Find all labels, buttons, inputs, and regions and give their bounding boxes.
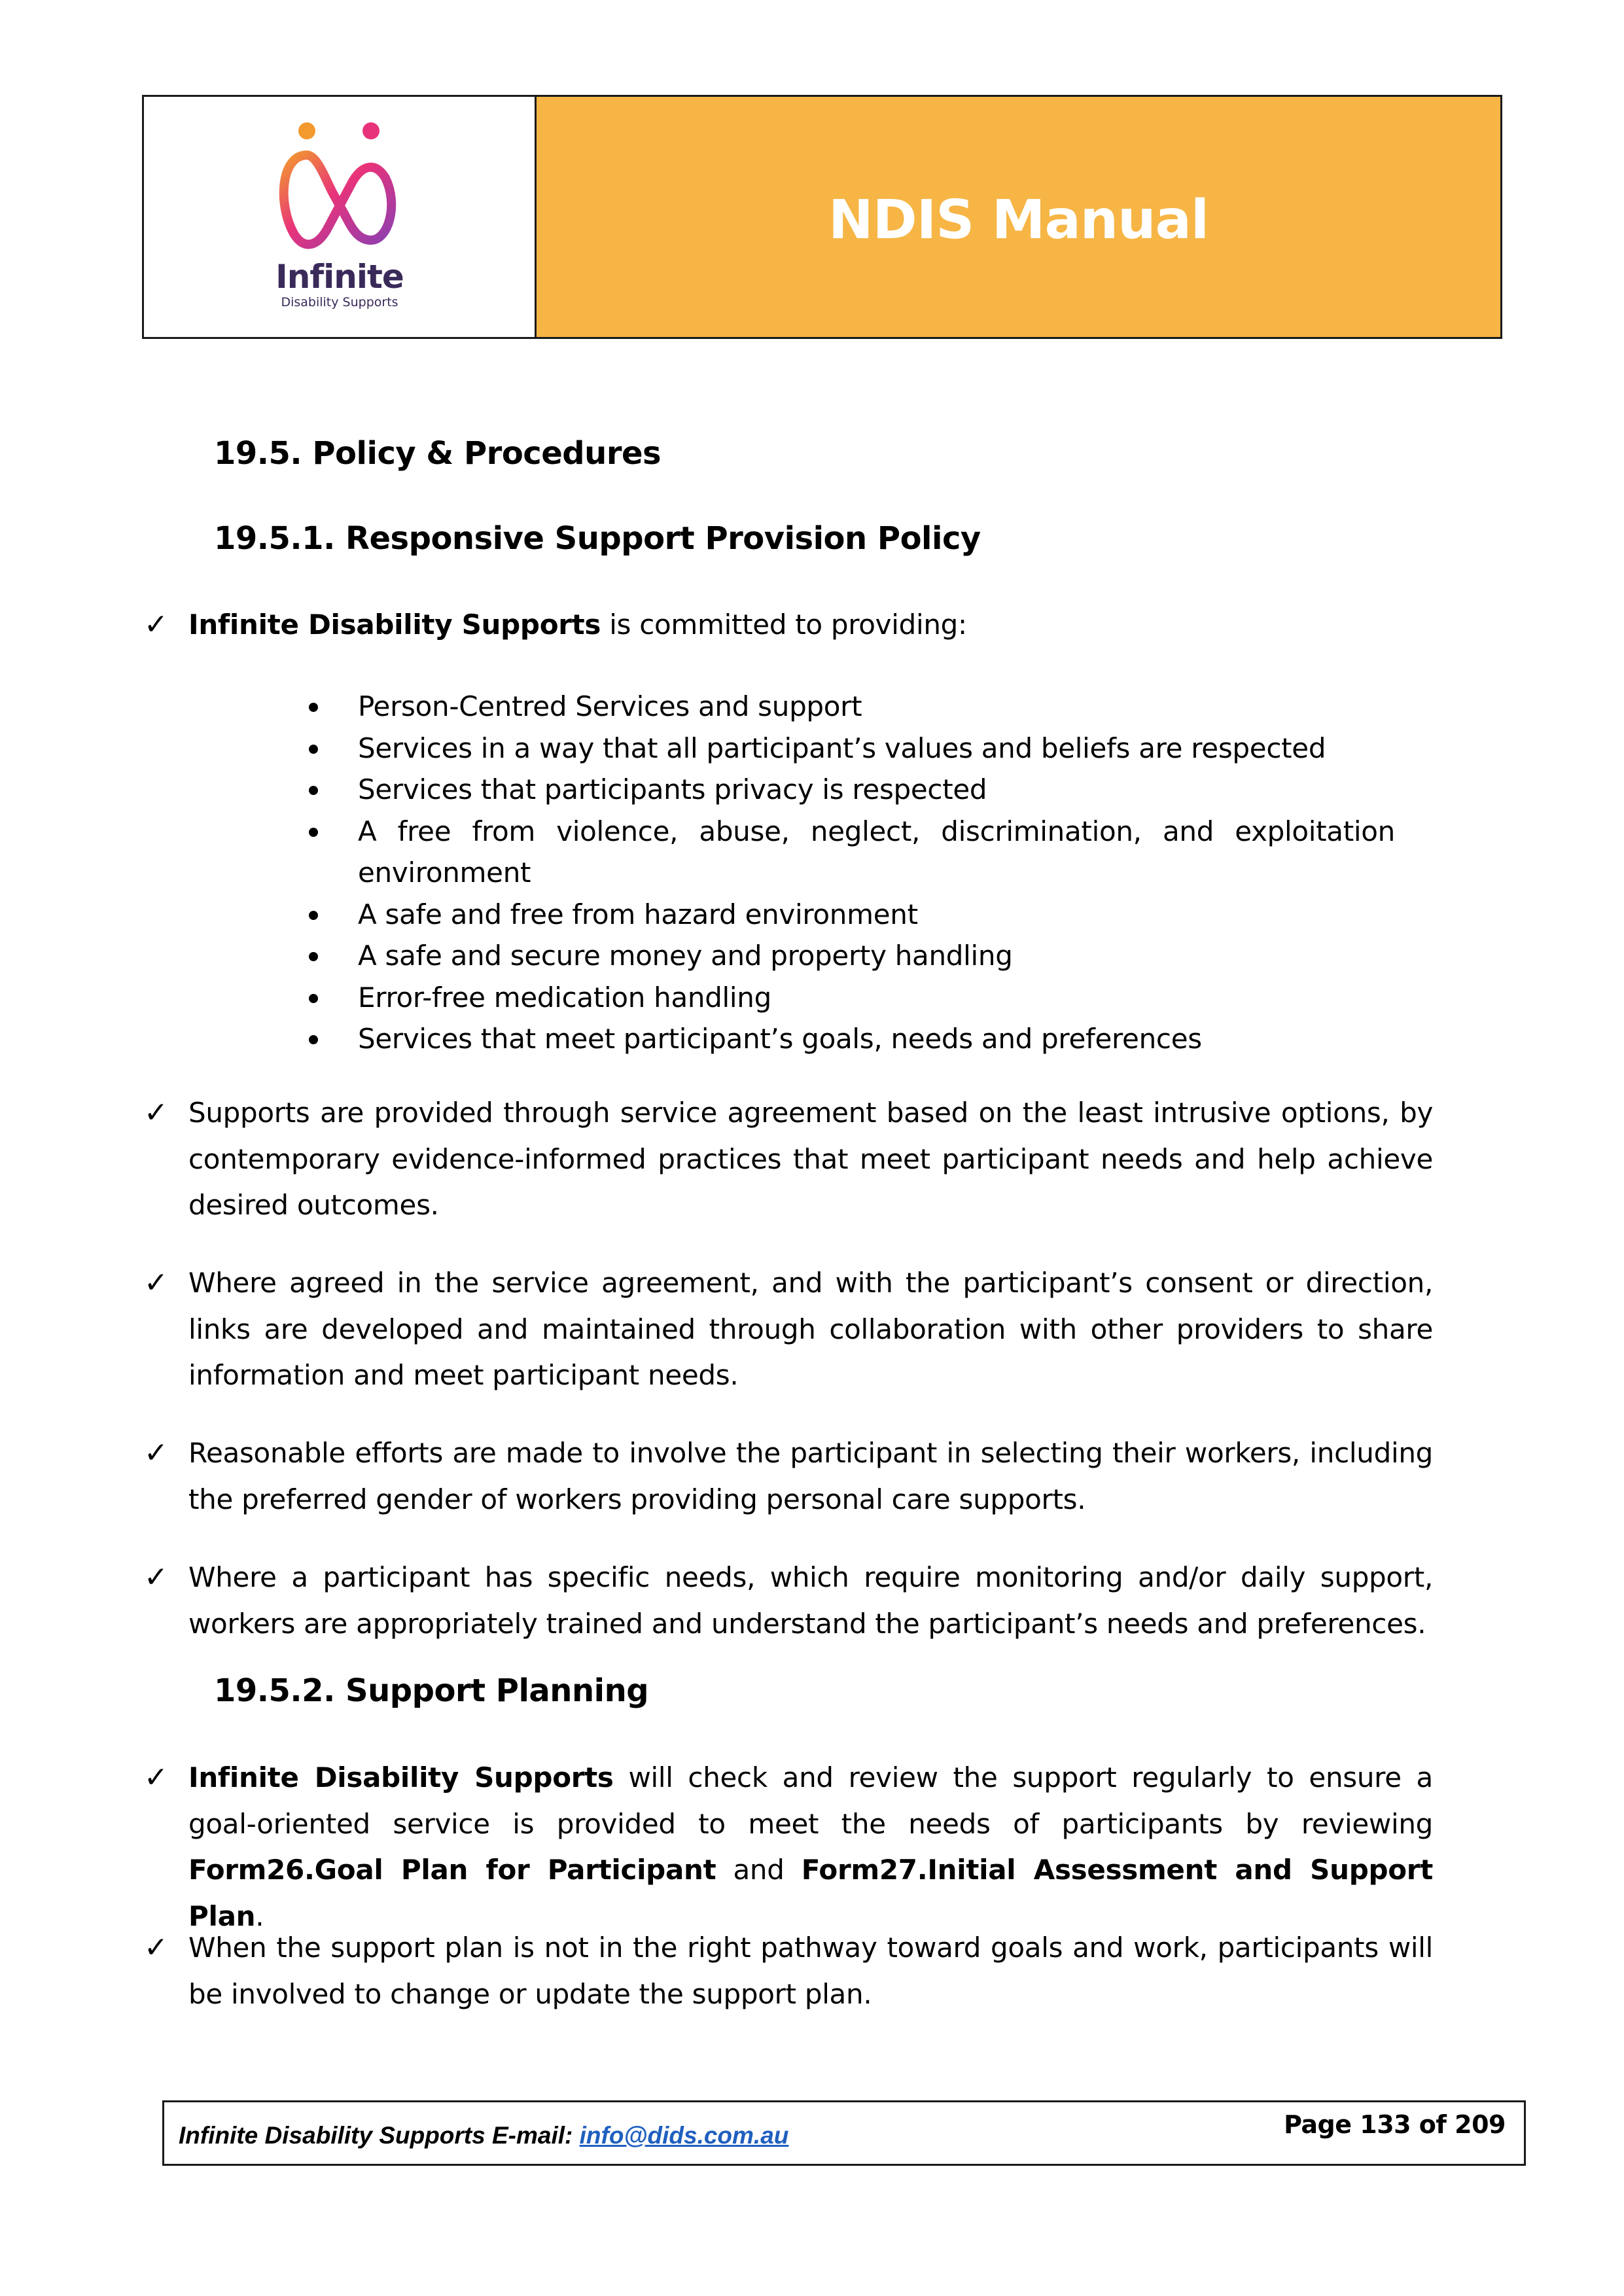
bullet-icon <box>309 786 318 795</box>
bullet-icon <box>309 994 318 1003</box>
section-heading-responsive-support: 19.5.1. Responsive Support Provision Policy <box>214 520 981 557</box>
paragraph: Where a participant has specific needs, which require monitoring and/or daily support, workers are appropriately trained and understand the participant’s needs and preferences. <box>188 1561 1433 1640</box>
list-item <box>309 769 1395 811</box>
email-link[interactable]: info@dids.com.au <box>579 2122 789 2149</box>
check-item-collaboration <box>144 1260 1433 1399</box>
company-name-bold: Infinite Disability Supports <box>188 609 601 641</box>
list-item-text: A safe and free from hazard environment <box>358 898 918 930</box>
list-item <box>309 935 1395 977</box>
page-number: Page 133 of 209 <box>1284 2110 1506 2139</box>
list-item <box>309 894 1395 936</box>
company-name-bold: Infinite Disability Supports <box>188 1761 614 1793</box>
paragraph: Reasonable efforts are made to involve the participant in selecting their workers, including the preferred gender of workers providing personal care supports. <box>188 1437 1433 1515</box>
bullet-icon <box>309 952 318 961</box>
list-item-text: Services in a way that all participant’s values and beliefs are respected <box>358 732 1326 764</box>
list-item <box>309 686 1395 728</box>
list-item <box>309 1018 1395 1060</box>
list-item-text: Person-Centred Services and support <box>358 690 862 722</box>
form27-reference: Form27.Initial Assessment and Support Plan <box>188 1854 1433 1932</box>
company-logo <box>255 119 425 315</box>
checkmark-icon: ✓ <box>144 1931 168 1964</box>
text-run: will check and review the support regularly to ensure a goal-oriented service is provided to meet the needs of participants by reviewing <box>188 1761 1433 1840</box>
list-item <box>309 811 1395 894</box>
commitment-list <box>309 686 1395 1060</box>
section-heading-support-planning: 19.5.2. Support Planning <box>214 1672 649 1709</box>
form26-reference: Form26.Goal Plan for Participant <box>188 1854 716 1886</box>
list-item-text: A free from violence, abuse, neglect, discrimination, and exploitation environment <box>358 815 1395 889</box>
logo-infinity-mark <box>283 155 391 244</box>
paragraph: Where agreed in the service agreement, and with the participant’s consent or direction, links are developed and maintained through collaboration with other providers to share information and meet participant needs. <box>188 1267 1433 1391</box>
bullet-icon <box>309 703 318 712</box>
bullet-icon <box>309 745 318 754</box>
check-item-update-plan <box>144 1925 1433 2017</box>
paragraph: Supports are provided through service agreement based on the least intrusive options, by contemporary evidence-informed practices that meet participant needs and help achieve desired outcomes. <box>188 1097 1433 1221</box>
logo-name: Infinite <box>275 257 404 296</box>
check-item-worker-selection <box>144 1430 1433 1523</box>
paragraph: When the support plan is not in the right pathway toward goals and work, participants will be involved to change or update the support plan. <box>188 1932 1433 2010</box>
checkmark-icon: ✓ <box>144 1561 168 1594</box>
check-item-review <box>144 1755 1433 1939</box>
page-footer <box>162 2100 1526 2166</box>
checkmark-icon: ✓ <box>144 1436 168 1470</box>
footer-contact <box>179 2122 788 2149</box>
list-item-text: Services that meet participant’s goals, needs and preferences <box>358 1023 1202 1055</box>
title-cell <box>537 97 1500 337</box>
text-run: . <box>255 1899 264 1932</box>
bullet-icon <box>309 1035 318 1044</box>
list-item <box>309 728 1395 769</box>
list-item <box>309 977 1395 1019</box>
section-heading-policy-procedures: 19.5. Policy & Procedures <box>214 435 662 472</box>
page-header <box>142 95 1502 339</box>
intro-rest: is committed to providing: <box>601 609 967 641</box>
bullet-icon <box>309 911 318 920</box>
checkmark-icon: ✓ <box>144 1266 168 1299</box>
paragraph <box>188 1755 1433 1939</box>
checkmark-icon: ✓ <box>144 1761 168 1794</box>
logo-head-left <box>298 122 315 139</box>
manual-title: NDIS Manual <box>828 189 1209 251</box>
footer-label: Infinite Disability Supports E-mail: <box>179 2122 580 2149</box>
bullet-icon <box>309 828 318 837</box>
check-item-specific-needs <box>144 1555 1433 1647</box>
checkmark-icon: ✓ <box>144 1096 168 1129</box>
logo-head-right <box>362 122 380 139</box>
text-run: and <box>716 1854 802 1886</box>
list-item-text: Error-free medication handling <box>358 981 771 1014</box>
list-item-text: A safe and secure money and property handling <box>358 940 1013 972</box>
check-item-intro <box>144 602 1433 648</box>
check-item-least-intrusive <box>144 1090 1433 1229</box>
intro-text <box>188 602 1433 648</box>
logo-tagline: Disability Supports <box>280 294 398 309</box>
logo-cell <box>144 97 537 337</box>
checkmark-icon: ✓ <box>144 608 168 641</box>
list-item-text: Services that participants privacy is respected <box>358 773 987 805</box>
